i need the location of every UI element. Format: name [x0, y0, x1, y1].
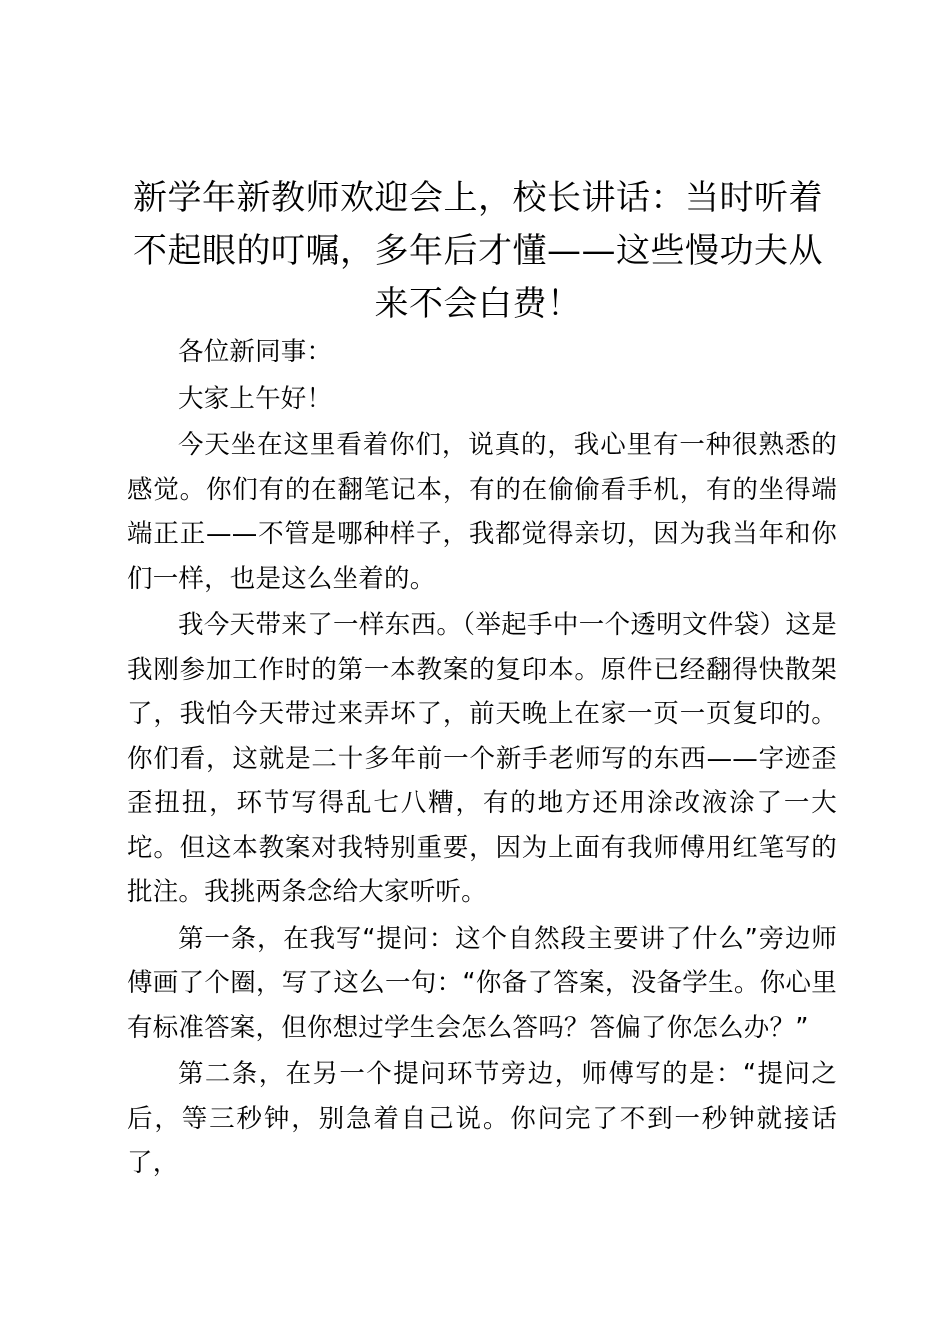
- paragraph-good-morning: 大家上午好！: [178, 383, 333, 414]
- paragraph-greeting: 各位新同事：: [178, 337, 333, 367]
- paragraph: 第一条，在我写“提问：这个自然段主要讲了什么”旁边师傅画了个圈，写了这么一句：“你备了答案，没备学生。你心里有标准答案，但你想过学生会怎么答吗？答偏了你怎么办？”: [127, 923, 837, 1043]
- paragraph: 第二条，在另一个提问环节旁边，师傅写的是：“提问之后，等三秒钟，别急着自己说。你问完了不到一秒钟就接话了，: [127, 1059, 837, 1178]
- paragraph: 我今天带来了一样东西。（举起手中一个透明文件袋）这是我刚参加工作时的第一本教案的复印本。原件已经翻得快散架了，我怕今天带过来弄坏了，前天晚上在家一页一页复印的。你们看，这就是二十多年前一个新手老师写的东西——字迹歪歪扭扭，环节写得乱七八糟，有的地方还用涂改液涂了一大坨。但这本教案对我特别重要，因为上面有我师傅用红笔写的批注。我挑两条念给大家听听。: [127, 610, 837, 907]
- document-body: [127, 330, 837, 1188]
- document-title: 新学年新教师欢迎会上，校长讲话：当时听着不起眼的叮嘱，多年后才懂——这些慢功夫从来不会白费！: [133, 178, 823, 324]
- paragraph: 今天坐在这里看着你们，说真的，我心里有一种很熟悉的感觉。你们有的在翻笔记本，有的在偷偷看手机，有的坐得端端正正——不管是哪种样子，我都觉得亲切，因为我当年和你们一样，也是这么坐着的。: [127, 430, 837, 594]
